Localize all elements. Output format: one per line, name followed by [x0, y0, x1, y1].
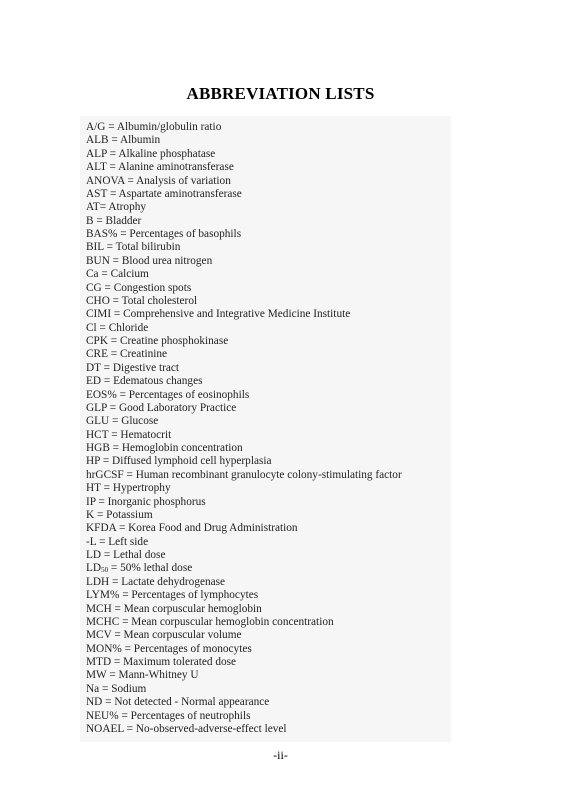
abbreviation-item: AST = Aspartate aminotransferase	[86, 187, 242, 200]
abbreviation-item: HP = Diffused lymphoid cell hyperplasia	[86, 455, 272, 468]
abbreviation-item: NEU% = Percentages of neutrophils	[86, 709, 251, 722]
abbreviation-item: CIMI = Comprehensive and Integrative Medicine Institute	[86, 308, 351, 321]
abbreviation-item: EOS% = Percentages of eosinophils	[86, 388, 250, 401]
abbreviation-item: CHO = Total cholesterol	[86, 294, 198, 307]
abbreviation-item: CPK = Creatine phosphokinase	[86, 335, 229, 347]
abbreviation-item	[86, 562, 402, 575]
abbreviation-item: BAS% = Percentages of basophils	[86, 228, 242, 240]
abbreviation-item: BUN = Blood urea nitrogen	[86, 254, 213, 267]
abbreviation-item: Cl = Chloride	[86, 321, 149, 334]
abbreviation-term: LD	[86, 562, 102, 575]
abbreviation-item: MW = Mann-Whitney U	[86, 669, 199, 682]
abbreviation-item: BIL = Total bilirubin	[86, 241, 181, 254]
abbreviation-item: AT= Atrophy	[86, 201, 147, 214]
abbreviation-item: MCHC = Mean corpuscular hemoglobin concentration	[86, 615, 334, 628]
abbreviation-item: MTD = Maximum tolerated dose	[86, 656, 237, 668]
abbreviation-item: ALT = Alanine aminotransferase	[86, 161, 234, 174]
abbreviation-item: LYM% = Percentages of lymphocytes	[86, 589, 259, 602]
abbreviation-list	[86, 121, 402, 736]
abbreviation-item: LDH = Lactate dehydrogenase	[86, 575, 226, 588]
abbreviation-item: MCV = Mean corpuscular volume	[86, 629, 242, 642]
abbreviation-item: KFDA = Korea Food and Drug Administration	[86, 522, 298, 535]
abbreviation-item: HCT = Hematocrit	[86, 428, 172, 441]
abbreviation-item: hrGCSF = Human recombinant granulocyte colony-stimulating factor	[86, 468, 402, 481]
abbreviation-item: GLU = Glucose	[86, 415, 159, 428]
abbreviation-item: IP = Inorganic phosphorus	[86, 495, 206, 508]
page-number: -ii-	[273, 748, 288, 762]
abbreviation-item: A/G = Albumin/globulin ratio	[86, 121, 222, 133]
abbreviation-item: LD = Lethal dose	[86, 549, 166, 561]
abbreviation-item: -L = Left side	[86, 535, 149, 548]
abbreviation-item: B = Bladder	[86, 214, 142, 227]
abbreviation-definition: = 50% lethal dose	[108, 562, 193, 575]
abbreviation-item: HGB = Hemoglobin concentration	[86, 442, 243, 454]
abbreviation-item: ALB = Albumin	[86, 134, 161, 147]
page-title: ABBREVIATION LISTS	[186, 84, 375, 103]
abbreviation-item: MCH = Mean corpuscular hemoglobin	[86, 602, 262, 615]
abbreviation-item: K = Potassium	[86, 508, 153, 521]
abbreviation-item: ND = Not detected - Normal appearance	[86, 696, 270, 709]
abbreviation-item: ANOVA = Analysis of variation	[86, 174, 231, 187]
abbreviation-item: CRE = Creatinine	[86, 348, 168, 361]
abbreviation-item: Na = Sodium	[86, 682, 147, 695]
abbreviation-item: ALP = Alkaline phosphatase	[86, 147, 216, 160]
abbreviation-item: CG = Congestion spots	[86, 281, 192, 294]
abbreviation-item: Ca = Calcium	[86, 268, 149, 281]
abbreviation-item: DT = Digestive tract	[86, 361, 180, 374]
abbreviation-subscript: 50	[101, 566, 109, 575]
abbreviation-item: NOAEL = No-observed-adverse-effect level	[86, 722, 287, 735]
abbreviation-item: GLP = Good Laboratory Practice	[86, 401, 237, 414]
abbreviation-item: HT = Hypertrophy	[86, 482, 171, 495]
abbreviation-item: ED = Edematous changes	[86, 375, 203, 388]
abbreviation-item: MON% = Percentages of monocytes	[86, 642, 252, 655]
